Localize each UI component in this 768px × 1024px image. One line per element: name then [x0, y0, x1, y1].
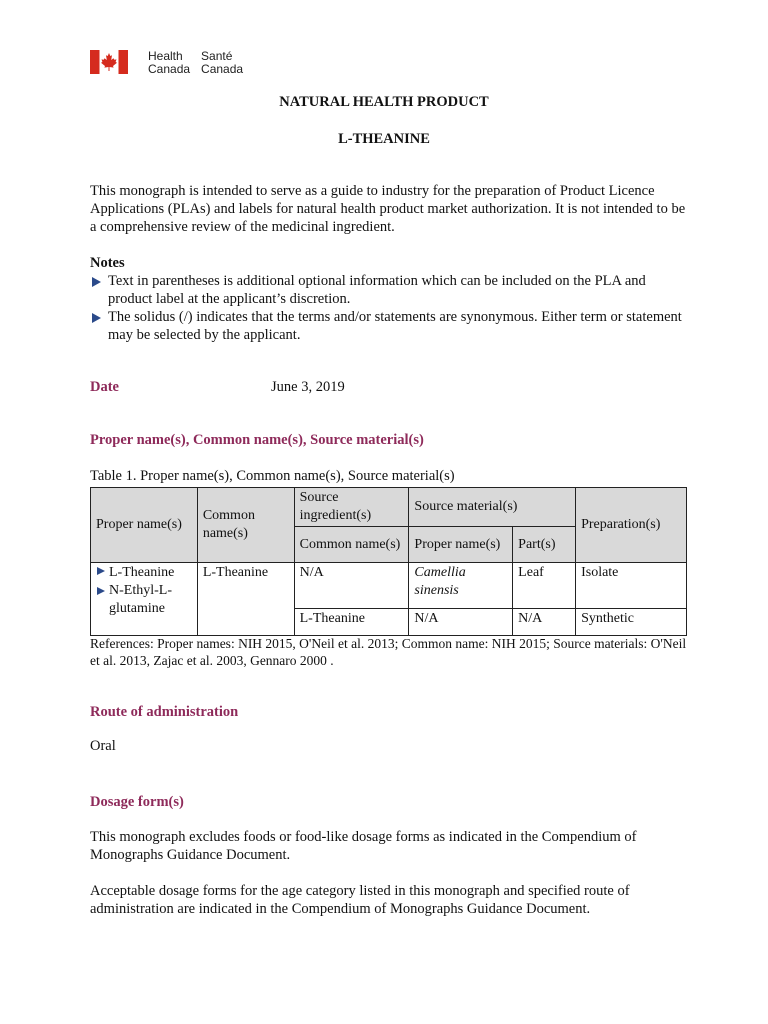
dosage-paragraph-1: This monograph excludes foods or food-like dosage forms as indicated in the Compendium of Monographs Guidance Document. [90, 829, 637, 863]
dept-en-line2: Canada [148, 62, 191, 76]
prep-cell: Synthetic [576, 609, 687, 636]
notes-heading: Notes [90, 255, 125, 271]
header-preparation: Preparation(s) [576, 488, 687, 563]
si-common-cell: N/A [294, 563, 409, 609]
date-label: Date [90, 379, 119, 395]
table-caption: Table 1. Proper name(s), Common name(s), Source material(s) [90, 468, 455, 484]
department-name [148, 50, 254, 76]
header-sm-part: Part(s) [513, 527, 576, 563]
header-sm-proper-names: Proper name(s) [409, 527, 513, 563]
note-item [90, 308, 690, 344]
header-source-material: Source material(s) [409, 488, 576, 527]
header-source-ingredient: Source ingredient(s) [294, 488, 409, 527]
table-references: References: Proper names: NIH 2015, O'Neil et al. 2013; Common name: NIH 2015; Source materials: O'Neil et al. 2013, Zajac et al. 2003, Gennaro 2000 . [90, 636, 687, 668]
dept-en-line1: Health [148, 49, 183, 63]
bullet-arrow-icon [97, 567, 105, 575]
bullet-arrow-icon [92, 313, 101, 323]
names-section-heading: Proper name(s), Common name(s), Source material(s) [90, 432, 424, 448]
prep-cell: Isolate [576, 563, 687, 609]
dosage-paragraph-2: Acceptable dosage forms for the age category listed in this monograph and specified route of administration are indicated in the Compendium of Monographs Guidance Document. [90, 883, 630, 917]
document-subtitle: L-THEANINE [338, 131, 430, 147]
note-text: Text in parentheses is additional optional information which can be included on the PLA and product label at the applicant’s discretion. [108, 273, 646, 307]
health-canada-logo [90, 50, 254, 76]
si-common-cell: L-Theanine [294, 609, 409, 636]
sm-proper-cell: N/A [409, 609, 513, 636]
bullet-arrow-icon [97, 587, 105, 595]
route-heading: Route of administration [90, 704, 239, 720]
bullet-arrow-icon [92, 277, 101, 287]
note-item [90, 272, 690, 308]
route-value: Oral [90, 738, 116, 754]
part-cell: N/A [513, 609, 576, 636]
proper-names-cell [91, 563, 198, 636]
intro-paragraph: This monograph is intended to serve as a guide to industry for the preparation of Product Licence Applications (PLAs) and labels for natural health product market authorization. It is not intended to be a comprehensive review of the medicinal ingredient. [90, 183, 686, 235]
part-cell: Leaf [513, 563, 576, 609]
common-name-cell: L-Theanine [197, 563, 294, 636]
dept-fr-line2: Canada [201, 62, 244, 76]
header-proper-names: Proper name(s) [91, 488, 198, 563]
header-si-common-names: Common name(s) [294, 527, 409, 563]
dosage-heading: Dosage form(s) [90, 794, 184, 810]
canada-flag-icon [90, 50, 128, 74]
date-value: June 3, 2019 [271, 379, 345, 395]
list-item: N-Ethyl-L-glutamine [91, 582, 192, 618]
names-table [90, 487, 687, 636]
dept-fr-line1: Santé [201, 49, 233, 63]
sm-proper-cell: Camellia sinensis [409, 563, 513, 609]
document-title: NATURAL HEALTH PRODUCT [279, 94, 489, 110]
list-item: L-Theanine [91, 564, 192, 582]
header-common-names: Common name(s) [197, 488, 294, 563]
note-text: The solidus (/) indicates that the terms and/or statements are synonymous. Either term or statement may be selected by the applicant. [108, 309, 682, 343]
